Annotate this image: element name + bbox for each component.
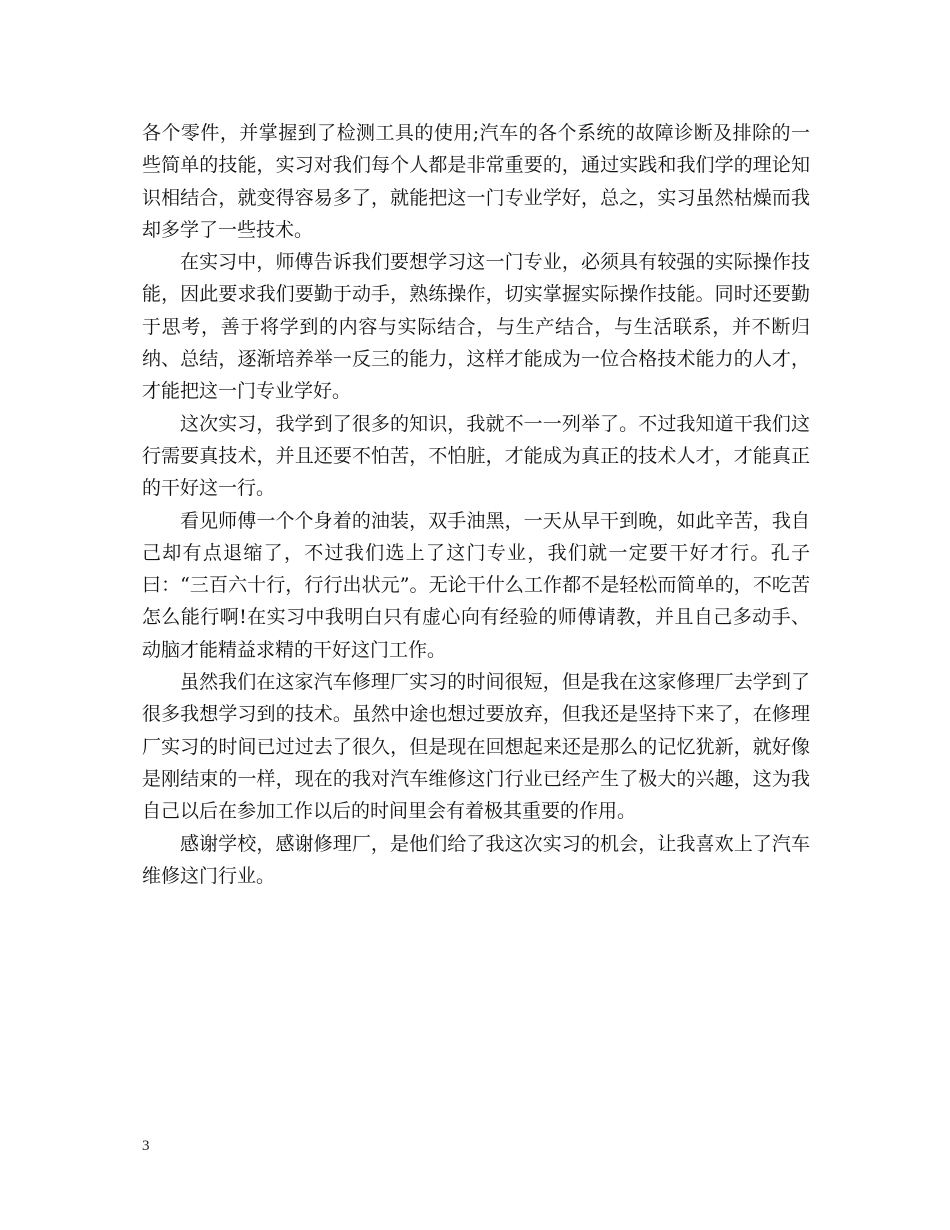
paragraph: 这次实习，我学到了很多的知识，我就不一一列举了。不过我知道干我们这行需要真技术，并且还要不怕苦，不怕脏，才能成为真正的技术人才，才能真正的干好这一行。 — [142, 412, 810, 500]
page-number: 3 — [142, 1138, 150, 1154]
paragraph: 虽然我们在这家汽车修理厂实习的时间很短，但是我在这家修理厂去学到了很多我想学习到的技术。虽然中途也想过要放弃，但我还是坚持下来了，在修理厂实习的时间已过过去了很久，但是现在回想起来还是那么的记忆犹新，就好像是刚结束的一样，现在的我对汽车维修这门行业已经产生了极大的兴趣，这为我自己以后在参加工作以后的时间里会有着极其重要的作用。 — [142, 671, 810, 823]
paragraph: 看见师傅一个个身着的油装，双手油黑，一天从早干到晚，如此辛苦，我自己却有点退缩了，不过我们选上了这门专业，我们就一定要干好才行。孔子曰：“三百六十行，行行出状元”。无论干什么工作都不是轻松而简单的，不吃苦怎么能行啊!在实习中我明白只有虚心向有经验的师傅请教，并且自己多动手、动脑才能精益求精的干好这门工作。 — [142, 509, 810, 661]
body-text — [142, 117, 810, 892]
paragraph: 感谢学校，感谢修理厂，是他们给了我这次实习的机会，让我喜欢上了汽车维修这门行业。 — [142, 832, 810, 887]
paragraph-continuation: 各个零件，并掌握到了检测工具的使用;汽车的各个系统的故障诊断及排除的一些简单的技能，实习对我们每个人都是非常重要的，通过实践和我们学的理论知识相结合，就变得容易多了，就能把这一门专业学好，总之，实习虽然枯燥而我却多学了一些技术。 — [142, 122, 810, 241]
paragraph: 在实习中，师傅告诉我们要想学习这一门专业，必须具有较强的实际操作技能，因此要求我们要勤于动手，熟练操作，切实掌握实际操作技能。同时还要勤于思考，善于将学到的内容与实际结合，与生产结合，与生活联系，并不断归纳、总结，逐渐培养举一反三的能力，这样才能成为一位合格技术能力的人才，才能把这一门专业学好。 — [142, 251, 810, 403]
